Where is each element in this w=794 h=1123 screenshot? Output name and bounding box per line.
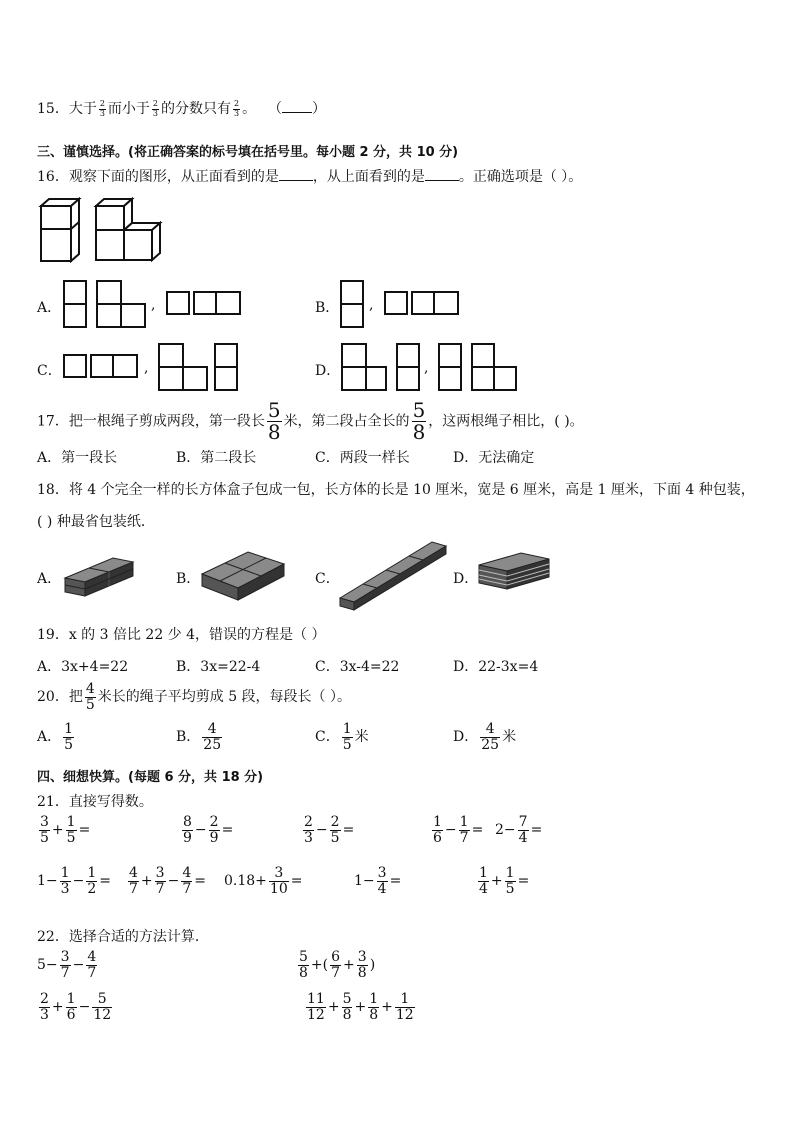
q20-option-c[interactable]: C． $\frac{1}{5}$ 米 — [315, 721, 369, 753]
fraction: $\frac{5}{8}$ — [412, 398, 426, 444]
separator: , — [424, 360, 429, 376]
q17-option-b[interactable]: B．第二段长 — [176, 450, 257, 466]
answer-line — [279, 180, 313, 181]
q16-option-c-label[interactable]: C． — [37, 363, 62, 379]
q20-option-b[interactable]: B． $\frac{4}{25}$ — [176, 721, 222, 753]
q20-option-a[interactable]: A． $\frac{1}{5}$ — [37, 721, 74, 753]
q17-option-d[interactable]: D．无法确定 — [453, 450, 535, 466]
separator: , — [369, 297, 374, 313]
q22-expr-1: 5− $\frac{3}{7}$ − $\frac{4}{7}$ — [37, 949, 97, 981]
q18-option-d-label[interactable]: D． — [453, 571, 479, 587]
question-20-stem: 20．把 $\frac{4}{5}$ 米长的绳子平均剪成 5 段，每段长（ ）。 — [37, 681, 352, 713]
q21-expr-7: $\frac{4}{7}$ + $\frac{3}{7}$ − $\frac{4}{7}$ = — [129, 865, 206, 897]
fraction: $\frac{2}{3}$ — [152, 99, 159, 118]
q21-expr-6: 1− $\frac{1}{3}$ − $\frac{1}{2}$ = — [37, 865, 111, 897]
question-16-stem: 16．观察下面的图形，从正面看到的是 ，从上面看到的是 。正确选项是（ ）。 — [37, 169, 583, 185]
question-22-stem: 22．选择合适的方法计算． — [37, 929, 209, 945]
fraction: $\frac{2}{3}$ — [99, 99, 105, 118]
q22-expr-4: $\frac{11}{12}$ + $\frac{5}{8}$ + $\frac{1}{8}$ + $\frac{1}{12}$ — [307, 991, 414, 1023]
section-4-title: 四、细想快算。(每题 6 分，共 18 分) — [37, 770, 264, 785]
cube-stack-figure — [40, 198, 80, 264]
q15-text-2: 而小于 — [107, 101, 150, 117]
q16-option-c-top-view — [158, 343, 240, 391]
q21-expr-3: $\frac{2}{3}$ − $\frac{2}{5}$ = — [304, 814, 355, 846]
q15-text-1: 大于 — [68, 101, 97, 117]
q16-option-a-label[interactable]: A． — [37, 300, 62, 316]
q17-option-a[interactable]: A．第一段长 — [37, 450, 118, 466]
q16-option-b-front-view — [340, 280, 364, 328]
q16-option-d-top-view — [438, 343, 520, 391]
q18-option-c-package-image — [338, 538, 448, 610]
separator: , — [151, 297, 156, 313]
q21-expr-8: 0.18+ $\frac{3}{10}$ = — [224, 865, 303, 897]
q21-expr-9: 1− $\frac{3}{4}$ = — [354, 865, 402, 897]
q21-expr-10: $\frac{1}{4}$ + $\frac{1}{5}$ = — [479, 865, 530, 897]
q15-text-4: 。 — [242, 101, 257, 117]
q21-expr-4: $\frac{1}{6}$ − $\frac{1}{7}$ = — [433, 814, 484, 846]
q15-answer-blank[interactable]: （ ） — [268, 101, 326, 117]
q19-option-c[interactable]: C．3x-4=22 — [315, 659, 400, 675]
answer-line — [282, 112, 312, 113]
q22-expr-2: $\frac{5}{8}$ +( $\frac{6}{7}$ + $\frac{3}{8}$ ) — [299, 949, 376, 981]
q22-expr-3: $\frac{2}{3}$ + $\frac{1}{6}$ − $\frac{5}{12}$ — [40, 991, 112, 1023]
fraction: $\frac{2}{3}$ — [234, 99, 240, 118]
q16-option-b-top-view — [384, 291, 460, 315]
fraction: $\frac{4}{5}$ — [85, 681, 95, 713]
q18-option-b-package-image — [200, 546, 286, 602]
cube-l-figure — [95, 198, 165, 264]
q19-option-d[interactable]: D．22-3x=4 — [453, 659, 539, 675]
question-19-stem: 19．x 的 3 倍比 22 少 4，错误的方程是（ ） — [37, 627, 326, 643]
q18-option-a-label[interactable]: A． — [37, 571, 62, 587]
q20-option-d[interactable]: D． $\frac{4}{25}$ 米 — [453, 721, 517, 753]
q16-option-b-label[interactable]: B． — [315, 300, 340, 316]
question-number: 15． — [37, 101, 69, 117]
question-15 — [37, 98, 256, 118]
q16-option-a-front-view — [63, 280, 148, 328]
section-3-title: 三、谨慎选择。(将正确答案的标号填在括号里。每小题 2 分，共 10 分) — [37, 145, 459, 160]
question-18-line-1: 18．将 4 个完全一样的长方体盒子包成一包，长方体的长是 10 厘米，宽是 6 厘米，高是 1 厘米，下面 4 种包装， — [37, 482, 755, 498]
q18-option-a-package-image — [63, 550, 135, 598]
q21-expr-5: 2− $\frac{7}{4}$ = — [495, 814, 543, 846]
q18-option-d-package-image — [477, 551, 551, 591]
q16-option-c-front-view — [63, 354, 139, 378]
q21-expr-1: $\frac{3}{5}$ + $\frac{1}{5}$ = — [40, 814, 91, 846]
question-21-stem: 21．直接写得数。 — [37, 794, 153, 810]
q19-option-a[interactable]: A．3x+4=22 — [37, 659, 129, 675]
question-17-stem: 17．把一根绳子剪成两段，第一段长 $\frac{5}{8}$ 米，第二段占全长的 $\frac{5}{8}$ ，这两根绳子相比，( )。 — [37, 398, 584, 444]
q16-option-d-label[interactable]: D． — [315, 363, 341, 379]
fraction: $\frac{5}{8}$ — [267, 398, 281, 444]
q16-option-d-front-view — [341, 343, 423, 391]
q18-option-c-label[interactable]: C． — [315, 571, 340, 587]
q16-option-a-top-view — [166, 291, 242, 315]
q15-text-3: 的分数只有 — [161, 101, 232, 117]
q21-expr-2: $\frac{8}{9}$ − $\frac{2}{9}$ = — [183, 814, 234, 846]
answer-line — [425, 180, 459, 181]
q17-option-c[interactable]: C．两段一样长 — [315, 450, 410, 466]
separator: , — [144, 360, 149, 376]
q19-option-b[interactable]: B．3x=22-4 — [176, 659, 261, 675]
q18-option-b-label[interactable]: B． — [176, 571, 201, 587]
question-18-line-2: ( ) 种最省包装纸． — [37, 514, 155, 530]
